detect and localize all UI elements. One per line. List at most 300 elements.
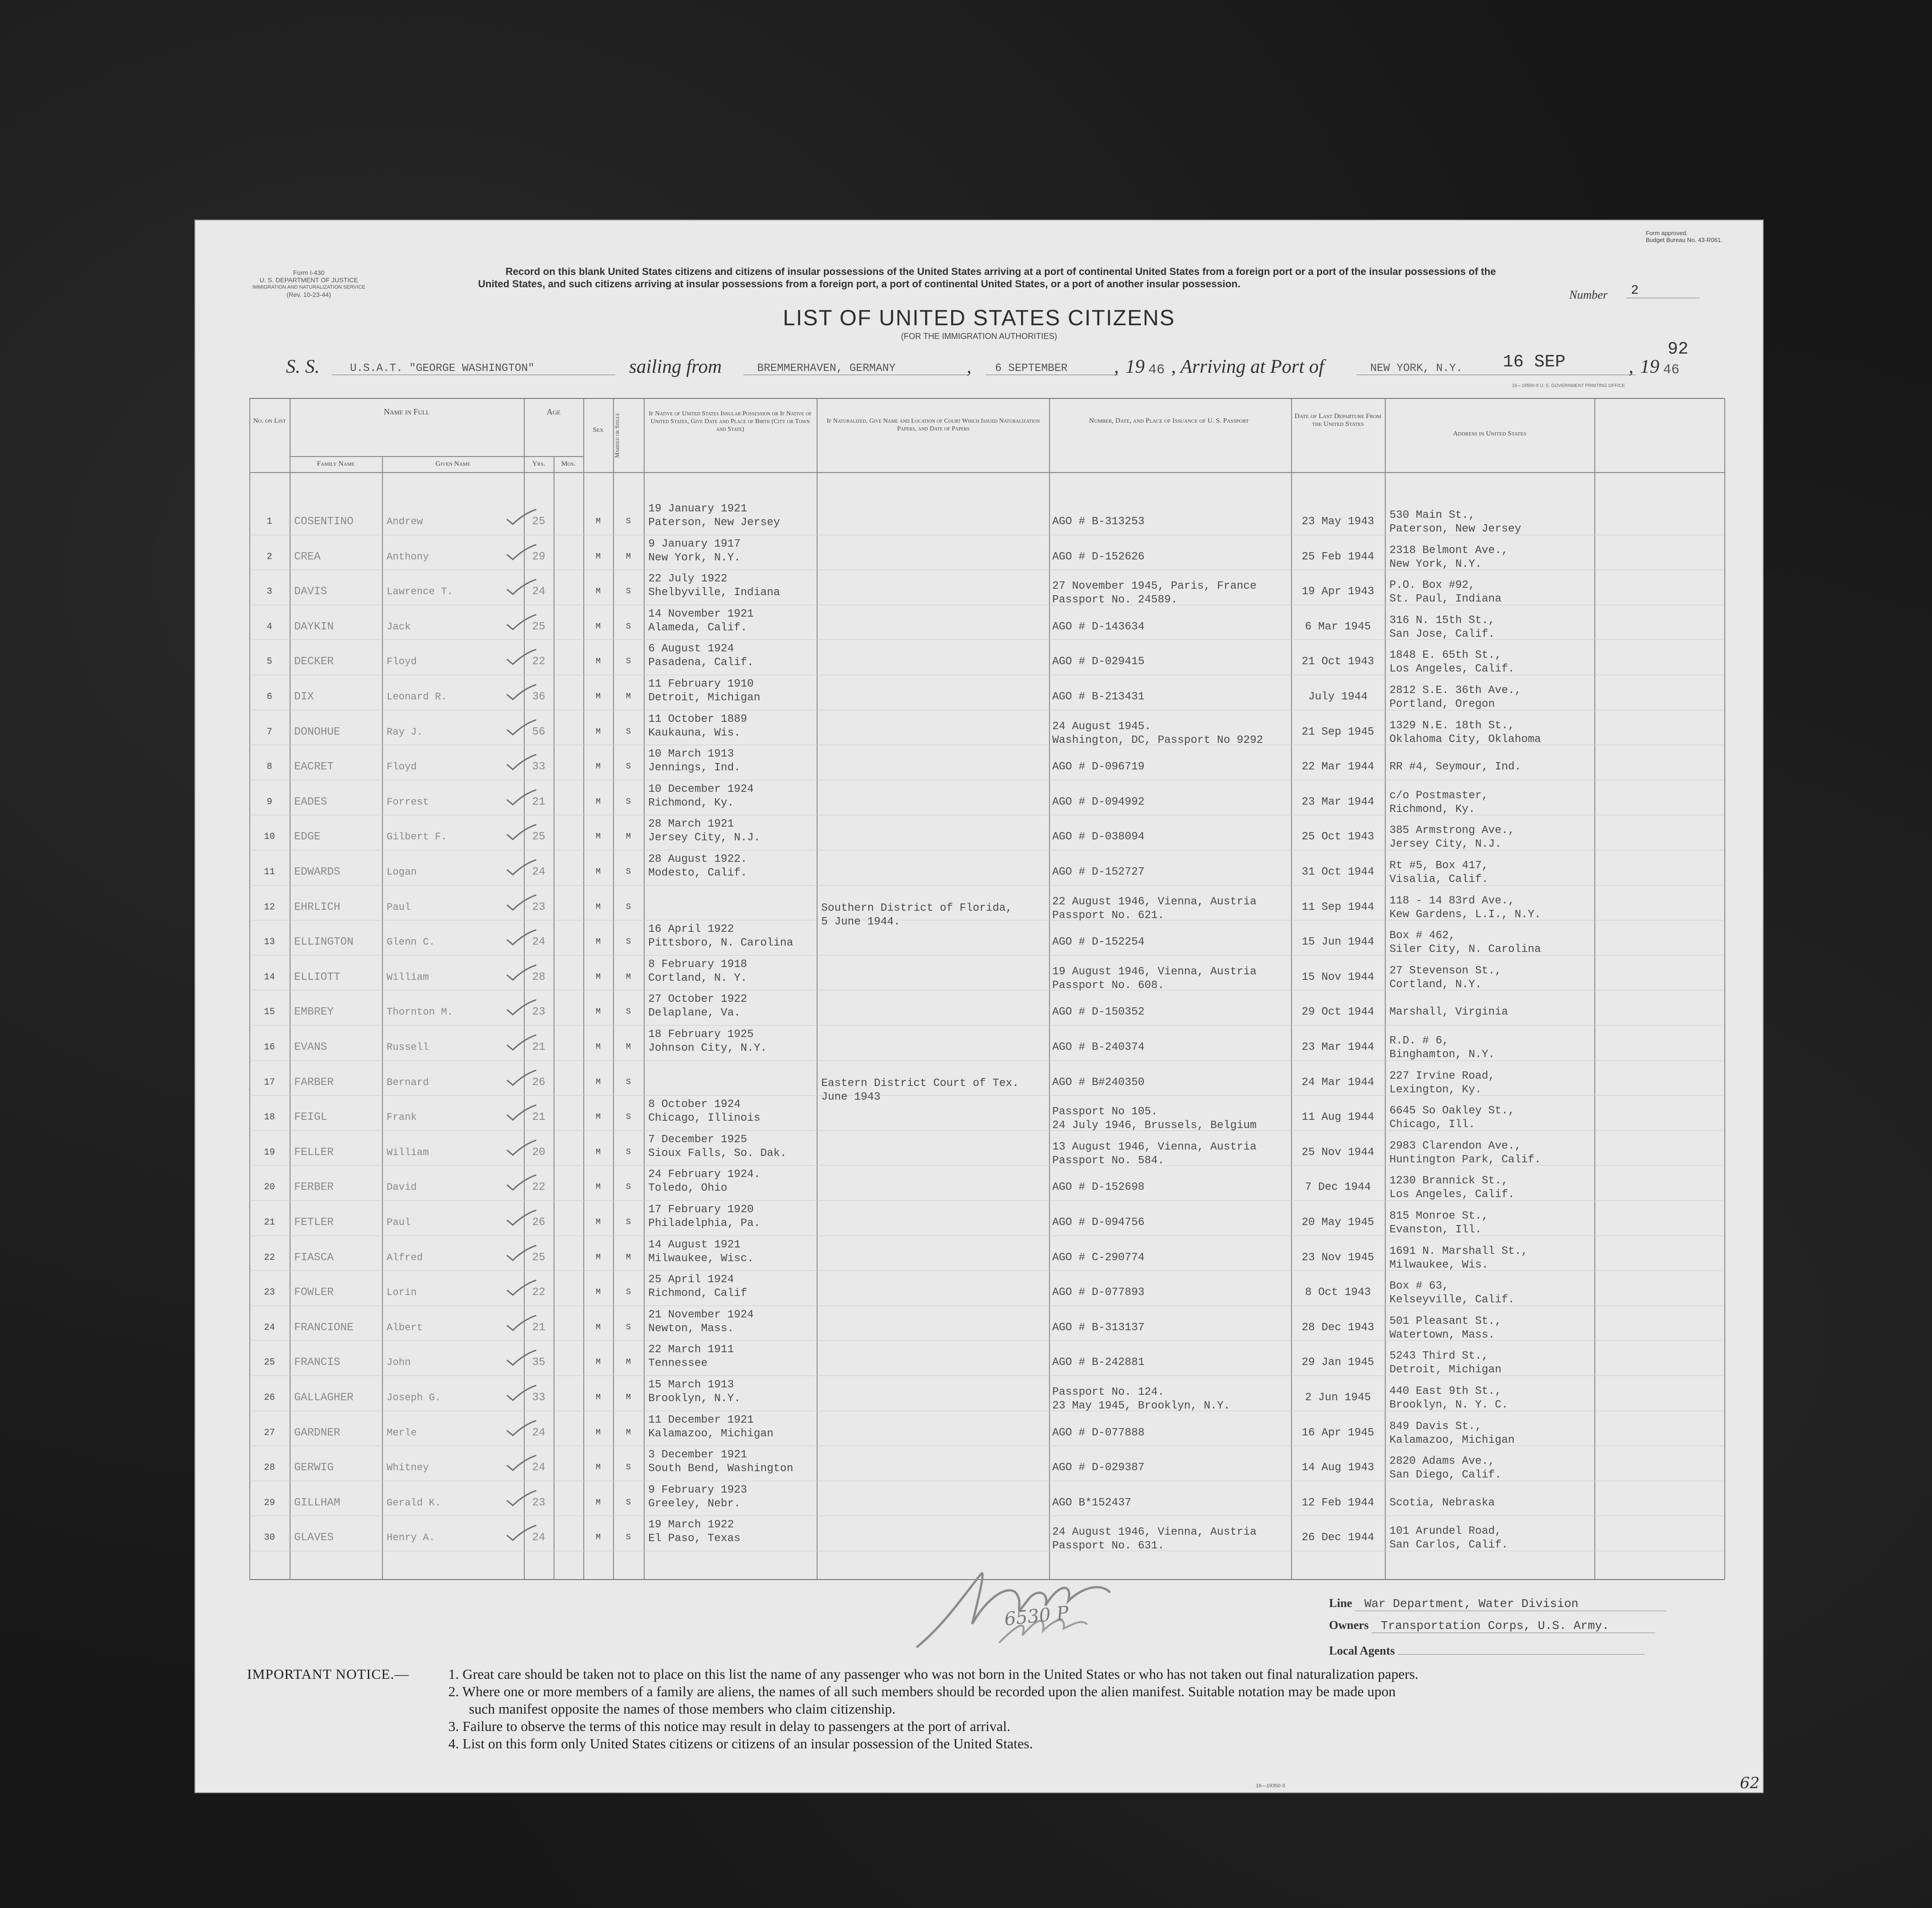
row-number: 11: [264, 867, 275, 877]
sex: M: [596, 692, 601, 701]
passport-info: 24 July 1946, Brussels, Belgium: [1052, 1119, 1257, 1132]
birth-info: Kalamazoo, Michigan: [648, 1427, 774, 1440]
row-number: 18: [264, 1112, 275, 1123]
passport-info: 24 August 1945.: [1052, 720, 1152, 733]
row-number: 3: [266, 586, 272, 597]
row-number: 15: [264, 1007, 275, 1018]
port-of-departure: BREMMERHAVEN, GERMANY: [743, 362, 968, 375]
family-name: FRANCIONE: [294, 1321, 354, 1334]
given-name: Gilbert F.: [387, 831, 447, 843]
family-name: DIX: [294, 691, 314, 703]
birth-info: 9 January 1917: [648, 537, 741, 550]
address-line: San Diego, Calif.: [1389, 1469, 1501, 1482]
sex: M: [596, 972, 601, 982]
port-of-arrival: NEW YORK, N.Y.: [1356, 362, 1636, 375]
passport-info: Passport No. 608.: [1052, 979, 1164, 992]
marital-status: S: [626, 902, 631, 912]
birth-info: 8 October 1924: [648, 1098, 741, 1111]
passport-info: AGO # B#240350: [1052, 1076, 1145, 1089]
birth-info: 11 February 1910: [648, 678, 754, 690]
birth-info: 15 March 1913: [648, 1379, 734, 1391]
marital-status: S: [626, 1533, 631, 1543]
birth-info: El Paso, Texas: [648, 1532, 741, 1545]
last-departure-date: 15 Jun 1944: [1302, 936, 1374, 949]
sex: M: [596, 762, 601, 772]
row-number: 29: [264, 1497, 275, 1508]
voyage-line: S. S. U.S.A.T. "GEORGE WASHINGTON" sailing from BREMMERHAVEN, GERMANY , 6 SEPTEMBER , 19 46 , Arriving at Port of NEW YORK, N.Y. 16 SEP , 19 46: [286, 352, 1680, 378]
birth-info: 14 November 1921: [648, 607, 754, 620]
pencil-check-mark: [506, 508, 538, 526]
col-age: Age: [546, 407, 561, 416]
table-row: [249, 991, 1725, 1026]
birth-info: Pasadena, Calif.: [648, 656, 754, 669]
row-number: 10: [264, 832, 275, 843]
row-number: 9: [266, 796, 272, 807]
passport-info: AGO # D-143634: [1052, 620, 1145, 633]
given-name: Glenn C.: [387, 936, 435, 948]
address-line: Jersey City, N.J.: [1389, 838, 1501, 851]
address-line: Brooklyn, N. Y. C.: [1389, 1399, 1508, 1411]
pencil-check-mark: [506, 893, 538, 912]
last-departure-date: 11 Sep 1944: [1302, 901, 1374, 914]
row-number: 1: [266, 516, 272, 527]
address-line: Oklahoma City, Oklahoma: [1389, 733, 1541, 746]
family-name: FERBER: [294, 1181, 334, 1194]
row-number: 21: [264, 1217, 275, 1228]
intro-instructions: Record on this blank United States citizens and citizens of insular possessions of the United States arriving at a port of continental United States from a foreign port or a port of the insular possessions of the United States, and such citizens arriving at insular possessions from a foreign port, a port of continental United States, or a port of another insular possession.: [478, 266, 1496, 290]
birth-info: 22 March 1911: [648, 1344, 734, 1356]
marital-status: S: [626, 657, 631, 666]
birth-info: 9 February 1923: [648, 1483, 748, 1496]
table-row: [249, 956, 1725, 991]
passport-info: AGO # D-094756: [1052, 1216, 1145, 1229]
age-years: 25: [532, 620, 545, 633]
col-last-departure: Date of Last Departure From the United States: [1294, 413, 1382, 428]
row-number: 5: [266, 656, 272, 667]
birth-info: 19 March 1922: [648, 1519, 734, 1532]
address-line: 501 Pleasant St.,: [1389, 1315, 1501, 1328]
birth-info: 6 August 1924: [648, 643, 734, 656]
address-line: 849 Davis St.,: [1389, 1420, 1482, 1433]
passport-info: 27 November 1945, Paris, France: [1052, 580, 1257, 593]
birth-info: Philadelphia, Pa.: [648, 1217, 760, 1230]
pencil-check-mark: [506, 1314, 538, 1332]
birth-info: Jersey City, N.J.: [648, 832, 760, 844]
sex: M: [596, 1113, 601, 1122]
last-departure-date: 23 May 1943: [1302, 516, 1374, 528]
pencil-check-mark: [506, 1384, 538, 1402]
row-number: 7: [266, 726, 272, 737]
sex: M: [596, 1288, 601, 1297]
birth-info: 14 August 1921: [648, 1238, 741, 1251]
col-name-in-full: Name in Full: [384, 407, 430, 416]
passport-info: Passport No 105.: [1052, 1106, 1158, 1118]
address-line: Lexington, Ky.: [1389, 1083, 1482, 1096]
marital-status: S: [626, 1147, 631, 1157]
table-row: [249, 1341, 1725, 1376]
owners-value: Transportation Corps, U.S. Army.: [1372, 1619, 1655, 1633]
last-departure-date: July 1944: [1308, 691, 1368, 703]
given-name: Andrew: [387, 516, 423, 527]
birth-info: Modesto, Calif.: [648, 867, 748, 879]
birth-info: Cortland, N. Y.: [648, 972, 748, 984]
naturalization-info: June 1943: [821, 1091, 881, 1103]
address-line: 385 Armstrong Ave.,: [1389, 824, 1515, 837]
marital-status: S: [626, 587, 631, 597]
address-line: Siler City, N. Carolina: [1389, 943, 1541, 956]
notice-item-2-continued: such manifest opposite the names of those members who claim citizenship.: [469, 1701, 896, 1717]
col-passport: Number, Date, and Place of Issuance of U. S. Passport: [1089, 417, 1249, 425]
sex: M: [596, 902, 601, 912]
birth-info: 10 March 1913: [648, 748, 734, 761]
passport-info: AGO # B-313137: [1052, 1321, 1145, 1334]
address-line: Detroit, Michigan: [1389, 1364, 1501, 1376]
table-row: [249, 1376, 1725, 1412]
pencil-check-mark: [506, 1454, 538, 1472]
marital-status: S: [626, 1322, 631, 1332]
last-departure-date: 31 Oct 1944: [1302, 866, 1374, 878]
family-name: GARDNER: [294, 1426, 340, 1439]
age-years: 22: [532, 1181, 545, 1194]
pencil-check-mark: [506, 683, 538, 701]
notice-item-4: 4. List on this form only United States citizens or citizens of an insular possession of the United States.: [448, 1736, 1033, 1752]
address-line: 27 Stevenson St.,: [1389, 964, 1501, 977]
sex: M: [596, 867, 601, 876]
last-departure-date: 26 Dec 1944: [1302, 1532, 1374, 1544]
last-departure-date: 25 Feb 1944: [1302, 550, 1374, 563]
notice-item-2: 2. Where one or more members of a family are aliens, the names of all such members should be recorded upon the alien manifest. Suitable notation may be made upon: [448, 1683, 1396, 1699]
passport-info: AGO # D-029415: [1052, 656, 1145, 668]
passport-info: AGO # D-152254: [1052, 936, 1145, 949]
last-departure-date: 28 Dec 1943: [1302, 1321, 1374, 1334]
row-number: 26: [264, 1392, 275, 1403]
marital-status: M: [626, 1393, 631, 1402]
table-row: [249, 1482, 1725, 1517]
address-line: Kelseyville, Calif.: [1389, 1294, 1515, 1306]
budget-bureau-line: Budget Bureau No. 43-R061.: [1646, 236, 1722, 243]
passport-info: 23 May 1945, Brooklyn, N.Y.: [1052, 1400, 1230, 1412]
local-agents-value: [1398, 1640, 1645, 1655]
birth-info: 28 March 1921: [648, 818, 734, 831]
sex: M: [596, 1007, 601, 1017]
revision: (Rev. 10-23-44): [286, 291, 331, 298]
address-line: Cortland, N.Y.: [1389, 978, 1482, 991]
passport-info: AGO # D-038094: [1052, 831, 1145, 844]
local-agents-label: Local Agents: [1329, 1644, 1395, 1657]
family-name: EVANS: [294, 1041, 328, 1053]
notice-item-3: 3. Failure to observe the terms of this notice may result in delay to passengers at the port of arrival.: [448, 1718, 1011, 1734]
form-print-code: 16—19350-3: [1256, 1783, 1285, 1789]
last-departure-date: 14 Aug 1943: [1302, 1462, 1374, 1474]
address-line: 316 N. 15th St.,: [1389, 614, 1495, 627]
last-departure-date: 25 Oct 1943: [1302, 831, 1374, 844]
address-line: Richmond, Ky.: [1389, 803, 1475, 816]
department: U. S. DEPARTMENT OF JUSTICE: [259, 276, 358, 284]
address-line: Binghamton, N.Y.: [1389, 1048, 1495, 1061]
given-name: Forrest: [387, 796, 429, 808]
pencil-check-mark: [506, 788, 538, 806]
birth-info: 10 December 1924: [648, 783, 754, 795]
given-name: Henry A.: [387, 1532, 435, 1544]
marital-status: S: [626, 727, 631, 736]
form-number: Form I-430: [293, 269, 325, 276]
address-line: 530 Main St.,: [1389, 509, 1475, 521]
last-departure-date: 24 Mar 1944: [1302, 1076, 1374, 1089]
departure-date: 6 SEPTEMBER: [986, 362, 1119, 375]
row-number: 14: [264, 972, 275, 983]
age-years: 25: [532, 516, 545, 528]
family-name: FETLER: [294, 1216, 334, 1229]
sex: M: [596, 1498, 601, 1507]
given-name: Frank: [387, 1112, 417, 1123]
birth-info: Delaplane, Va.: [648, 1007, 741, 1020]
row-number: 17: [264, 1077, 275, 1088]
birth-info: 3 December 1921: [648, 1449, 748, 1462]
pencil-check-mark: [506, 823, 538, 841]
last-departure-date: 25 Nov 1944: [1302, 1146, 1374, 1159]
given-name: Alfred: [387, 1252, 423, 1263]
given-name: Albert: [387, 1322, 423, 1333]
pencil-check-mark: [506, 1349, 538, 1367]
footer-agents-row: [1329, 1640, 1645, 1658]
table-row: [249, 1271, 1725, 1306]
marital-status: S: [626, 1218, 631, 1227]
col-age-years: Yrs.: [532, 460, 545, 468]
passport-info: AGO # D-152698: [1052, 1181, 1145, 1194]
birth-info: Paterson, New Jersey: [648, 516, 780, 529]
year-prefix-to: 19: [1640, 356, 1659, 377]
marital-status: S: [626, 1498, 631, 1507]
last-departure-date: 2 Jun 1945: [1305, 1392, 1371, 1404]
address-line: Rt #5, Box 417,: [1389, 860, 1489, 872]
passport-info: Passport No. 621.: [1052, 909, 1164, 922]
last-departure-date: 22 Mar 1944: [1302, 761, 1374, 774]
table-row: [249, 921, 1725, 956]
passenger-table: [249, 398, 1725, 1580]
line-value: War Department, Water Division: [1355, 1597, 1666, 1611]
last-departure-date: 15 Nov 1944: [1302, 971, 1374, 984]
address-line: 227 Irvine Road,: [1389, 1070, 1495, 1082]
handwritten-page-mark: 62: [1740, 1774, 1760, 1792]
passport-info: AGO # B-213431: [1052, 691, 1145, 703]
pencil-check-mark: [506, 1524, 538, 1542]
sex: M: [596, 1077, 601, 1087]
birth-info: Greeley, Nebr.: [648, 1497, 741, 1510]
pencil-note: 6530 P: [1003, 1602, 1070, 1630]
notice-item-1: 1. Great care should be taken not to place on this list the name of any passenger who was not born in the United States or who has not taken out final naturalization papers.: [448, 1666, 1419, 1682]
marital-status: M: [626, 1252, 631, 1262]
last-departure-date: 12 Feb 1944: [1302, 1496, 1374, 1509]
passport-info: Washington, DC, Passport No 9292: [1052, 734, 1263, 747]
pencil-check-mark: [506, 1069, 538, 1087]
address-line: 1230 Brannick St.,: [1389, 1175, 1508, 1188]
age-years: 24: [532, 866, 545, 878]
passport-info: 24 August 1946, Vienna, Austria: [1052, 1526, 1257, 1539]
table-row: [249, 536, 1725, 571]
pencil-check-mark: [506, 1419, 538, 1437]
table-row: [249, 1061, 1725, 1103]
passport-info: AGO # D-152727: [1052, 866, 1145, 878]
birth-info: 24 February 1924.: [648, 1168, 760, 1181]
passport-info: AGO # D-096719: [1052, 761, 1145, 774]
col-address: Address in United States: [1453, 430, 1527, 437]
table-row: [249, 570, 1725, 606]
address-line: Los Angeles, Calif.: [1389, 1188, 1515, 1201]
birth-info: 19 January 1921: [648, 503, 748, 515]
age-years: 35: [532, 1356, 545, 1369]
given-name: Thornton M.: [387, 1006, 453, 1018]
pencil-check-mark: [506, 1033, 538, 1052]
family-name: GERWIG: [294, 1462, 334, 1474]
family-name: EHRLICH: [294, 901, 340, 914]
birth-info: 17 February 1920: [648, 1204, 754, 1216]
family-name: EACRET: [294, 761, 334, 774]
table-row: [249, 746, 1725, 781]
table-row: [249, 1412, 1725, 1447]
table-row: [249, 1516, 1725, 1552]
sex: M: [596, 1182, 601, 1192]
birth-info: 8 February 1918: [648, 958, 748, 971]
family-name: EDGE: [294, 831, 321, 844]
family-name: CREA: [294, 550, 321, 563]
address-line: 815 Monroe St.,: [1389, 1210, 1489, 1222]
age-years: 21: [532, 795, 545, 808]
last-departure-date: 19 Apr 1943: [1302, 586, 1374, 598]
passport-info: AGO # B-313253: [1052, 516, 1145, 528]
family-name: FEIGL: [294, 1111, 328, 1124]
pencil-check-mark: [506, 1489, 538, 1507]
birth-info: 27 October 1922: [648, 993, 748, 1006]
col-sex: Sex: [592, 426, 603, 434]
sex: M: [596, 1218, 601, 1227]
marital-status: S: [626, 1007, 631, 1017]
footer-line-row: [1329, 1596, 1666, 1611]
birth-info: 18 February 1925: [648, 1028, 754, 1041]
family-name: EMBREY: [294, 1006, 334, 1019]
passport-info: AGO # D-094992: [1052, 795, 1145, 808]
family-name: ELLIOTT: [294, 971, 340, 984]
address-line: Milwaukee, Wis.: [1389, 1258, 1489, 1271]
last-departure-date: 6 Mar 1945: [1305, 620, 1371, 633]
address-line: Visalia, Calif.: [1389, 873, 1489, 886]
age-years: 33: [532, 761, 545, 774]
birth-info: Richmond, Ky.: [648, 796, 734, 809]
sex: M: [596, 1147, 601, 1157]
last-departure-date: 20 May 1945: [1302, 1216, 1374, 1229]
table-row: [249, 1131, 1725, 1166]
family-name: FIASCA: [294, 1251, 334, 1264]
birth-info: 7 December 1925: [648, 1133, 748, 1146]
address-line: 6645 So Oakley St.,: [1389, 1105, 1515, 1118]
address-line: San Carlos, Calif.: [1389, 1539, 1508, 1552]
age-years: 24: [532, 1462, 545, 1474]
family-name: GLAVES: [294, 1532, 334, 1544]
sex: M: [596, 797, 601, 806]
line-label: Line: [1329, 1596, 1352, 1610]
last-departure-date: 23 Mar 1944: [1302, 1041, 1374, 1053]
given-name: Lorin: [387, 1287, 417, 1299]
sex: M: [596, 937, 601, 947]
last-departure-date: 8 Oct 1943: [1305, 1286, 1371, 1299]
row-number: 13: [264, 937, 275, 948]
address-line: Kalamazoo, Michigan: [1389, 1434, 1515, 1446]
row-number: 30: [264, 1532, 275, 1543]
ship-name: U.S.A.T. "GEORGE WASHINGTON": [332, 362, 615, 375]
sex: M: [596, 1428, 601, 1437]
address-line: 2318 Belmont Ave.,: [1389, 544, 1508, 557]
given-name: Whitney: [387, 1462, 429, 1474]
age-years: 25: [532, 831, 545, 844]
col-naturalized: If Naturalized, Give Name and Location of Court Which Issued Naturalization Papers, and Date of Papers: [827, 418, 1040, 432]
family-name: DAVIS: [294, 586, 328, 598]
pencil-check-mark: [506, 753, 538, 771]
pencil-check-mark: [506, 858, 538, 876]
last-departure-date: 21 Oct 1943: [1302, 656, 1374, 668]
service: IMMIGRATION AND NATURALIZATION SERVICE: [252, 285, 366, 290]
last-departure-date: 16 Apr 1945: [1302, 1426, 1374, 1439]
age-years: 24: [532, 1532, 545, 1544]
sex: M: [596, 517, 601, 526]
birth-info: 21 November 1924: [648, 1308, 754, 1321]
birth-info: Newton, Mass.: [648, 1322, 734, 1335]
table-row: [249, 781, 1725, 816]
row-number: 2: [266, 551, 272, 562]
form-approved-note: [1646, 230, 1722, 243]
ss-label: S. S.: [286, 356, 320, 377]
arrival-year: 46: [1663, 362, 1680, 378]
address-line: Chicago, Ill.: [1389, 1118, 1475, 1131]
table-row: [249, 711, 1725, 746]
address-line: 5243 Third St.,: [1389, 1350, 1489, 1363]
given-name: Bernard: [387, 1076, 429, 1088]
sex: M: [596, 1252, 601, 1262]
row-number: 19: [264, 1147, 275, 1158]
passport-info: AGO # D-029387: [1052, 1462, 1145, 1474]
family-name: GILLHAM: [294, 1496, 340, 1509]
col-family-name: Family Name: [317, 460, 355, 468]
table-row: [249, 606, 1725, 641]
pencil-check-mark: [506, 998, 538, 1016]
last-departure-date: 21 Sep 1945: [1302, 726, 1374, 738]
age-years: 24: [532, 586, 545, 598]
row-number: 16: [264, 1042, 275, 1053]
birth-info: Toledo, Ohio: [648, 1182, 727, 1195]
sex: M: [596, 832, 601, 842]
table-row: [249, 886, 1725, 928]
col-given-name: Given Name: [435, 460, 471, 468]
table-row: [249, 1166, 1725, 1201]
address-line: Portland, Oregon: [1389, 698, 1495, 710]
age-years: 56: [532, 726, 545, 738]
birth-info: 11 October 1889: [648, 713, 748, 726]
owners-label: Owners: [1329, 1618, 1369, 1632]
sex: M: [596, 622, 601, 631]
age-years: 20: [532, 1146, 545, 1159]
family-name: COSENTINO: [294, 516, 354, 528]
sex: M: [596, 587, 601, 597]
address-line: New York, N.Y.: [1389, 558, 1482, 570]
passport-info: AGO # D-152626: [1052, 550, 1145, 563]
col-no-on-list: No. on List: [253, 417, 286, 425]
address-line: RR #4, Seymour, Ind.: [1389, 761, 1522, 774]
passport-info: Passport No. 124.: [1052, 1386, 1164, 1398]
birth-info: New York, N.Y.: [648, 551, 741, 564]
birth-info: 25 April 1924: [648, 1274, 734, 1286]
row-number: 24: [264, 1322, 275, 1333]
pencil-check-mark: [506, 1103, 538, 1122]
table-row: [249, 1096, 1725, 1131]
sex: M: [596, 657, 601, 666]
